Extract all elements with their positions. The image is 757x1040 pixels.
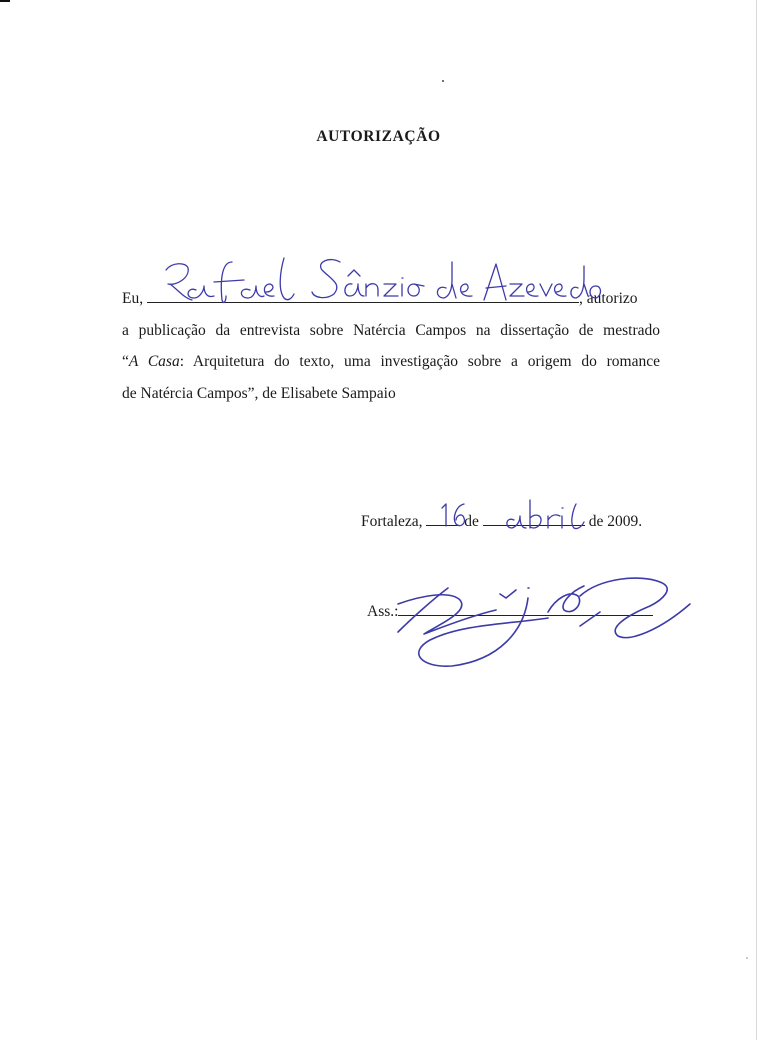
signature-label: Ass.:: [367, 603, 399, 620]
body-suffix: , autorizo: [578, 290, 638, 307]
body-line-4: de Natércia Campos”, de Elisabete Sampaio: [122, 384, 396, 402]
date-city: Fortaleza,: [361, 513, 423, 530]
body-line-2: a publicação da entrevista sobre Natércia Campos na dissertação de mestrado: [122, 321, 660, 339]
document-title: AUTORIZAÇÃO: [316, 128, 441, 145]
book-title: A Casa: [128, 353, 180, 370]
date-connector: de: [464, 513, 479, 530]
open-quote: “: [122, 353, 129, 370]
book-subtitle: : Arquitetura do texto, uma investigação sobre a origem do romance: [179, 353, 660, 370]
body-prefix: Eu,: [122, 290, 144, 307]
date-year: de 2009.: [588, 513, 643, 530]
